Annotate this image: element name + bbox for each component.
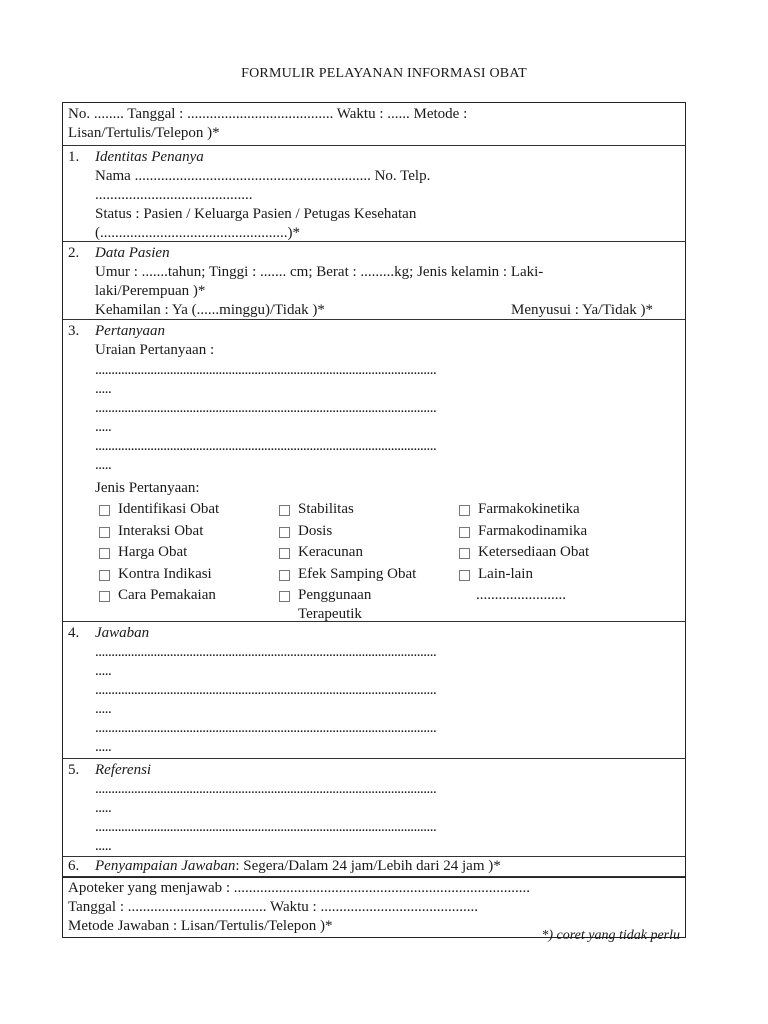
checkbox-cara-pemakaian[interactable]: Cara Pemakaian <box>99 586 279 608</box>
jawaban-dotted-short[interactable]: ..... <box>95 739 112 755</box>
section-pertanyaan <box>63 320 685 622</box>
checkbox-icon[interactable] <box>279 591 290 602</box>
uraian-dotted-line[interactable]: ......................................................................................................... <box>95 362 437 378</box>
checkbox-farmakokinetika[interactable]: Farmakokinetika <box>459 500 679 522</box>
jawaban-dotted-line[interactable]: ......................................................................................................... <box>95 720 437 736</box>
uraian-dotted-short[interactable]: ..... <box>95 457 112 473</box>
header-line-1[interactable]: No. ........ Tanggal : ....................................... Waktu : ...... Metode : <box>68 106 468 122</box>
uraian-dotted-short[interactable]: ..... <box>95 381 112 397</box>
jawaban-dotted-short[interactable]: ..... <box>95 663 112 679</box>
checkbox-icon[interactable] <box>99 505 110 516</box>
status-field[interactable]: Status : Pasien / Keluarga Pasien / Petugas Kesehatan <box>95 206 417 222</box>
checkbox-icon[interactable] <box>99 570 110 581</box>
jawaban-dotted-line[interactable]: ......................................................................................................... <box>95 682 437 698</box>
uraian-label: Uraian Pertanyaan : <box>95 342 215 358</box>
tanggal-waktu-field[interactable]: Tanggal : ..................................... Waktu : .......................................... <box>68 899 478 915</box>
section-referensi <box>63 759 685 857</box>
section-identitas-penanya <box>63 146 685 242</box>
header-line-2: Lisan/Tertulis/Telepon )* <box>68 125 220 141</box>
checkbox-identifikasi-obat[interactable]: Identifikasi Obat <box>99 500 279 522</box>
checkbox-ketersediaan-obat[interactable]: Ketersediaan Obat <box>459 543 679 565</box>
referensi-dotted-short[interactable]: ..... <box>95 800 112 816</box>
section-jawaban <box>63 622 685 759</box>
header-section <box>63 103 685 146</box>
checkbox-dosis[interactable]: Dosis <box>279 522 459 544</box>
checkbox-farmakodinamika[interactable]: Farmakodinamika <box>459 522 679 544</box>
menyusui-field[interactable]: Menyusui : Ya/Tidak )* <box>511 302 653 318</box>
form-title: FORMULIR PELAYANAN INFORMASI OBAT <box>241 66 527 81</box>
checkbox-kontra-indikasi[interactable]: Kontra Indikasi <box>99 565 279 587</box>
footnote: *) coret yang tidak perlu <box>541 928 680 943</box>
checkbox-icon[interactable] <box>99 548 110 559</box>
uraian-dotted-line[interactable]: ......................................................................................................... <box>95 438 437 454</box>
status-other-field[interactable]: (..................................................)* <box>95 225 300 241</box>
referensi-dotted-line[interactable]: ......................................................................................................... <box>95 781 437 797</box>
section-penyampaian-jawaban <box>63 857 685 877</box>
question-type-col-1 <box>99 500 279 626</box>
form-table <box>62 102 686 938</box>
jawaban-dotted-short[interactable]: ..... <box>95 701 112 717</box>
question-type-col-2 <box>279 500 459 626</box>
kehamilan-field[interactable]: Kehamilan : Ya (......minggu)/Tidak )* <box>95 302 325 318</box>
section-title: Data Pasien <box>95 245 170 261</box>
checkbox-icon[interactable] <box>279 548 290 559</box>
jenis-kelamin-field[interactable]: laki/Perempuan )* <box>95 283 206 299</box>
checkbox-harga-obat[interactable]: Harga Obat <box>99 543 279 565</box>
referensi-dotted-line[interactable]: ......................................................................................................... <box>95 819 437 835</box>
uraian-dotted-line[interactable]: ......................................................................................................... <box>95 400 437 416</box>
question-type-col-3 <box>459 500 679 626</box>
apoteker-field[interactable]: Apoteker yang menjawab : ............................................................................... <box>68 880 531 896</box>
section-title: Identitas Penanya <box>95 149 204 165</box>
checkbox-icon[interactable] <box>279 570 290 581</box>
section-number: 6. <box>68 858 80 874</box>
section-number: 4. <box>68 625 80 641</box>
checkbox-penggunaan-terapeutik[interactable]: Penggunaan Terapeutik <box>279 586 459 626</box>
checkbox-icon[interactable] <box>459 505 470 516</box>
checkbox-interaksi-obat[interactable]: Interaksi Obat <box>99 522 279 544</box>
referensi-dotted-short[interactable]: ..... <box>95 838 112 854</box>
section-title: Penyampaian Jawaban <box>95 858 236 874</box>
section-title: Referensi <box>95 762 152 778</box>
section-number: 2. <box>68 245 80 261</box>
checkbox-efek-samping-obat[interactable]: Efek Samping Obat <box>279 565 459 587</box>
section-title: Pertanyaan <box>95 323 165 339</box>
umur-tinggi-berat-field[interactable]: Umur : .......tahun; Tinggi : ....... cm; Berat : .........kg; Jenis kelamin : Laki- <box>95 264 544 280</box>
uraian-dotted-short[interactable]: ..... <box>95 419 112 435</box>
checkbox-icon[interactable] <box>459 548 470 559</box>
penyampaian-options[interactable]: : Segera/Dalam 24 jam/Lebih dari 24 jam )* <box>235 858 501 874</box>
section-title: Jawaban <box>95 625 150 641</box>
section-data-pasien <box>63 242 685 320</box>
jawaban-dotted-line[interactable]: ......................................................................................................... <box>95 644 437 660</box>
checkbox-icon[interactable] <box>279 527 290 538</box>
jenis-pertanyaan-label: Jenis Pertanyaan: <box>95 480 200 496</box>
checkbox-keracunan[interactable]: Keracunan <box>279 543 459 565</box>
question-type-grid <box>95 500 681 626</box>
checkbox-icon[interactable] <box>459 570 470 581</box>
lain-lain-dots[interactable]: ........................ <box>476 587 566 603</box>
section-number: 3. <box>68 323 80 339</box>
checkbox-icon[interactable] <box>459 527 470 538</box>
checkbox-icon[interactable] <box>279 505 290 516</box>
section-number: 5. <box>68 762 80 778</box>
nama-telp-field[interactable]: Nama ............................................................... No. Telp. <box>95 168 431 184</box>
metode-jawaban-field[interactable]: Metode Jawaban : Lisan/Tertulis/Telepon )* <box>68 918 333 934</box>
section-number: 1. <box>68 149 80 165</box>
checkbox-icon[interactable] <box>99 591 110 602</box>
checkbox-lain-lain[interactable]: Lain-lain <box>459 565 679 587</box>
checkbox-icon[interactable] <box>99 527 110 538</box>
checkbox-stabilitas[interactable]: Stabilitas <box>279 500 459 522</box>
telp-dots[interactable]: .......................................... <box>95 187 253 203</box>
